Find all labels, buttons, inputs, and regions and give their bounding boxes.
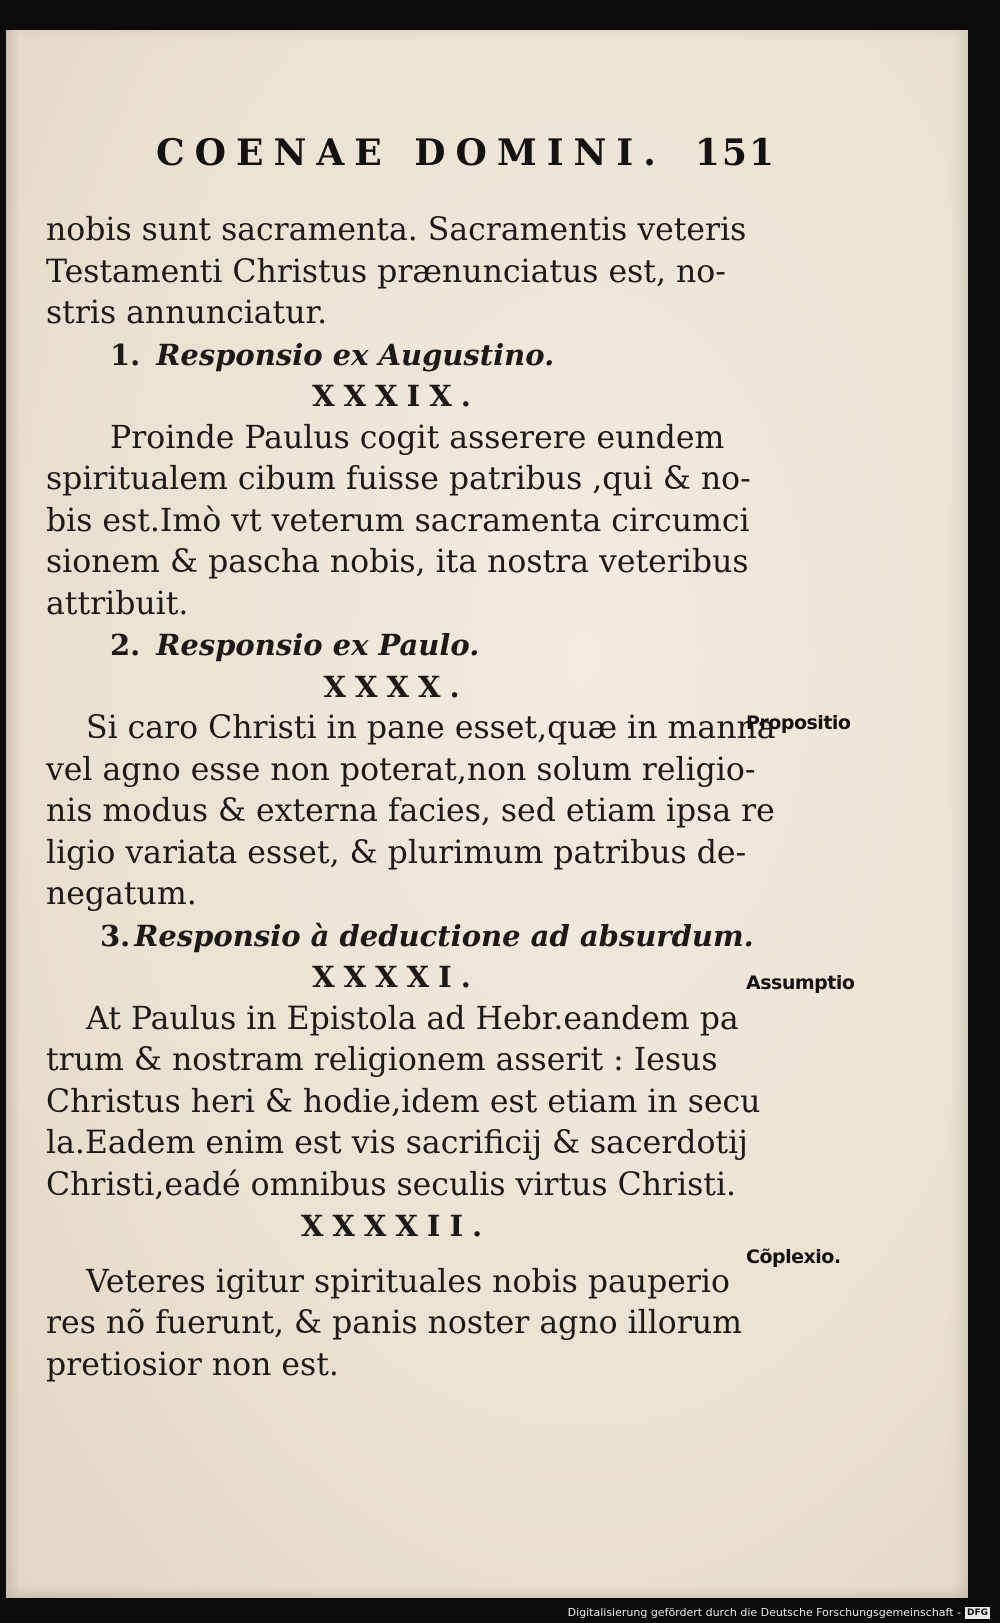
section-heading-3 <box>46 916 754 958</box>
text-line: Proinde Paulus cogit asserere eundem <box>110 419 725 456</box>
page-gutter-shadow <box>6 30 20 1598</box>
text-line: At Paulus in Epistola ad Hebr.eandem pa <box>86 1000 739 1037</box>
section-title: Responsio à deductione ad absurdum. <box>134 918 754 953</box>
section-title: Responsio ex Augustino. <box>156 337 555 372</box>
text-line: res nõ fuerunt, & panis noster agno illorum <box>46 1305 742 1341</box>
text-line: sionem & pascha nobis, ita nostra veteribus <box>46 544 749 580</box>
running-title: COENAE DOMINI. <box>156 132 666 174</box>
section-number: 1. <box>110 337 141 372</box>
text-line: Christi,eadé omnibus seculis virtus Christi. <box>46 1166 737 1203</box>
text-line: trum & nostram religionem asserit : Iesus <box>46 1042 718 1078</box>
text-line: Si caro Christi in pane esset,quæ in manna <box>86 710 776 746</box>
text-line: Testamenti Christus prænunciatus est, no- <box>46 253 726 290</box>
book-page <box>6 30 968 1598</box>
text-line: Veteres igitur spirituales nobis pauperio <box>86 1263 730 1300</box>
text-line: spiritualem cibum fuisse patribus ,qui & no- <box>46 461 751 497</box>
text-line: nis modus & externa facies, sed etiam ipsa re <box>46 793 775 829</box>
spacer <box>46 1248 746 1262</box>
margin-note-complexio: Cõplexio. <box>746 1246 841 1268</box>
section-number: 2. <box>110 628 141 662</box>
digitization-credit <box>568 1606 990 1619</box>
text-line: attribuit. <box>46 585 189 622</box>
text-line: pretiosior non est. <box>46 1346 339 1383</box>
roman-numeral: XXXX. <box>323 669 469 704</box>
section-title: Responsio ex Paulo. <box>156 628 480 662</box>
credit-text: Digitalisierung gefördert durch die Deutsche Forschungsgemeinschaft - <box>567 1606 961 1619</box>
section-number: 3. <box>100 918 131 953</box>
roman-numeral: XXXIX. <box>312 379 480 413</box>
text-line: ligio variata esset, & plurimum patribus de- <box>46 834 747 871</box>
page-header <box>156 132 776 182</box>
text-line: la.Eadem enim est vis sacrificij & sacerdotij <box>46 1125 748 1161</box>
section-heading-1 <box>46 335 746 377</box>
roman-numeral: XXXXI. <box>312 960 480 994</box>
text-line: nobis sunt sacramenta. Sacramentis veteris <box>46 212 747 248</box>
margin-note-propositio: Propositio <box>746 712 851 734</box>
text-line: stris annunciatur. <box>46 295 328 331</box>
text-line: negatum. <box>46 876 197 912</box>
dfg-logo: DFG <box>966 1607 988 1618</box>
body-text <box>46 210 776 1386</box>
text-line: bis est.Imò vt veterum sacramenta circumci <box>46 502 750 539</box>
section-heading-2 <box>46 625 746 667</box>
roman-numeral: XXXXII. <box>300 1209 492 1243</box>
text-line: Christus heri & hodie,idem est etiam in secu <box>46 1083 761 1120</box>
text-line: vel agno esse non poterat,non solum religio- <box>46 751 756 788</box>
page-number: 151 <box>694 132 776 174</box>
margin-note-assumptio: Assumptio <box>746 972 855 994</box>
